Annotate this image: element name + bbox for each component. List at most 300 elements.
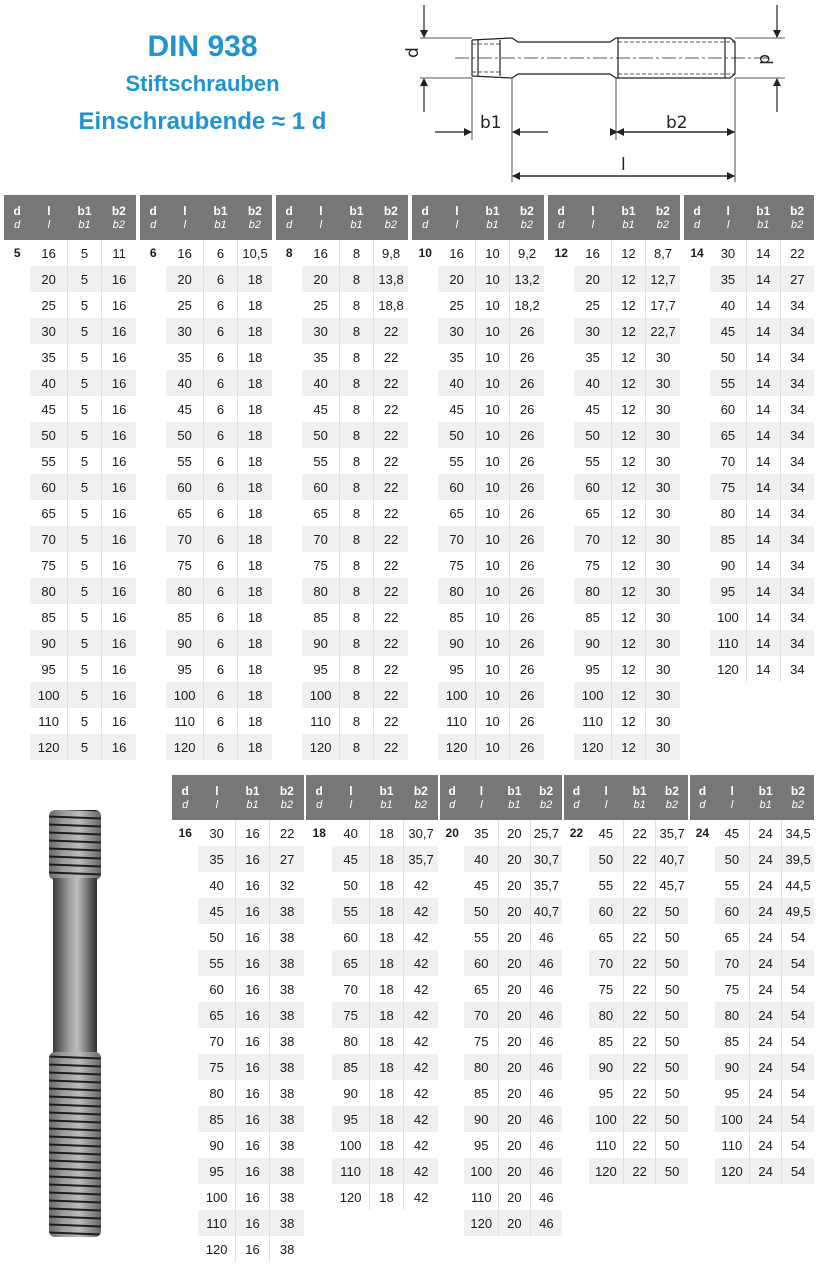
length-cell: 80 [574,578,611,604]
table-row [4,240,136,266]
length-cell: 35 [574,344,611,370]
table-row [684,266,814,292]
b1-cell: 22 [624,1002,656,1028]
b2-cell: 54 [782,1106,814,1132]
length-cell: 65 [589,924,624,950]
b2-cell: 16 [102,318,136,344]
table-row [276,240,408,266]
column-header-label: l [455,203,459,218]
b2-cell: 18 [238,630,272,656]
b2-cell: 18 [238,474,272,500]
b2-cell: 22 [383,401,399,417]
b2-cell: 46 [530,1106,562,1132]
b1-cell: 6 [203,682,237,708]
diameter-cell [172,1210,198,1236]
diameter-cell [412,734,438,760]
diameter-cell [440,898,464,924]
length-cell: 100 [302,682,339,708]
b2-cell: 22 [790,245,805,261]
b1-cell: 5 [67,682,101,708]
b1-cell: 10 [475,396,509,422]
b1-cell: 22 [624,924,656,950]
b1-cell: 12 [611,422,645,448]
column-header-b1 [624,775,656,820]
column-header-l [464,775,498,820]
diameter-cell [306,1132,332,1158]
length-cell: 35 [464,820,498,846]
b2-cell: 30 [646,734,680,760]
table-row [412,682,544,708]
length-cell: 120 [198,1236,235,1262]
diameter-cell [306,1080,332,1106]
diameter-cell [684,396,710,422]
length-cell: 55 [438,448,475,474]
length-cell: 60 [302,474,339,500]
diameter-cell [306,1184,332,1210]
b1-cell: 5 [67,474,101,500]
column-header-label: b2 [279,783,294,798]
diameter-cell [140,344,166,370]
b1-cell: 6 [203,422,237,448]
b2-cell: 45,7 [659,877,685,893]
length-cell: 70 [198,1028,235,1054]
b2-cell: 34 [790,609,805,625]
spec-table-d8 [276,195,408,760]
column-header-label: d [448,783,456,798]
b2-cell: 38 [270,1054,304,1080]
b2-cell: 26 [519,661,535,677]
length-cell: 30 [166,318,203,344]
column-header-label: b1 [379,783,394,798]
b1-cell: 12 [611,318,645,344]
table-row [440,924,562,950]
table-row [690,976,814,1002]
b2-cell: 18 [238,526,272,552]
b1-cell: 8 [339,578,373,604]
diameter-cell [4,422,30,448]
length-cell: 60 [166,474,203,500]
column-header-symbol: b1 [622,218,635,231]
diameter-cell [276,292,302,318]
b1-cell: 24 [750,872,782,898]
b2-cell: 34 [790,297,805,313]
b1-cell: 20 [499,1106,531,1132]
table-row [172,846,304,872]
length-cell: 50 [438,422,475,448]
diameter-cell: 18 [312,826,326,840]
length-cell: 70 [332,976,369,1002]
table-row [412,318,544,344]
diameter-cell [548,656,574,682]
b2-cell: 22 [383,505,399,521]
spec-table-d16 [172,775,304,1262]
b2-cell: 54 [790,981,806,997]
b1-cell: 8 [339,630,373,656]
column-header-label: d [698,783,707,798]
length-cell: 95 [589,1080,624,1106]
diameter-cell [440,924,464,950]
table-row [276,682,408,708]
b2-cell: 32 [279,877,295,893]
column-header-l [30,195,67,240]
diameter-cell [276,656,302,682]
table-row [4,682,136,708]
diameter-cell [140,448,166,474]
b1-cell: 16 [235,1054,269,1080]
length-cell: 45 [198,898,235,924]
table-row [684,552,814,578]
b2-cell: 42 [404,898,438,924]
table-row [564,1028,688,1054]
b1-cell: 10 [475,500,509,526]
b1-cell: 8 [339,344,373,370]
b2-cell: 38 [279,929,295,945]
table-row [306,898,438,924]
b1-cell: 24 [750,924,782,950]
length-cell: 70 [715,950,750,976]
column-header-label: b2 [247,203,262,218]
diameter-cell [140,578,166,604]
table-row [4,318,136,344]
b2-cell: 30 [646,526,680,552]
table-row [412,500,544,526]
table-row [412,370,544,396]
b1-cell: 18 [369,976,403,1002]
diameter-cell: 24 [695,826,710,840]
b2-cell: 38 [279,1137,295,1153]
b1-cell: 10 [475,630,509,656]
length-cell: 60 [332,924,369,950]
column-header-symbol: b2 [384,218,397,231]
diameter-cell [690,1002,715,1028]
length-cell: 80 [332,1028,369,1054]
b2-cell: 34 [790,453,805,469]
b2-cell: 26 [519,401,535,417]
spec-table-d14 [684,195,814,682]
b2-cell: 9,2 [518,245,537,261]
diameter-cell [690,1028,715,1054]
b1-cell: 5 [67,422,101,448]
diameter-cell [172,1028,198,1054]
column-header-b1 [746,195,780,240]
b2-cell: 26 [510,630,544,656]
b2-cell: 16 [111,661,127,677]
diameter-cell [690,1158,715,1184]
length-cell: 90 [710,552,746,578]
b1-cell: 14 [746,656,780,682]
diameter-cell [440,1080,464,1106]
table-row [684,370,814,396]
length-cell: 16 [438,240,475,266]
diameter-cell [4,292,30,318]
table-row [564,846,688,872]
diameter-cell [684,318,710,344]
diameter-cell [440,1002,464,1028]
b1-cell: 20 [499,950,531,976]
table-row [548,292,680,318]
diameter-cell [564,1080,589,1106]
b2-cell: 30 [655,401,671,417]
diameter-cell [172,924,198,950]
b1-cell: 14 [746,370,780,396]
b2-cell: 30 [655,609,671,625]
b2-cell: 54 [790,1033,806,1049]
b2-cell: 10,5 [242,245,268,261]
diameter-cell [548,604,574,630]
length-cell: 100 [332,1132,369,1158]
length-cell: 45 [464,872,498,898]
column-header-d [440,775,464,820]
table-row [412,448,544,474]
b2-cell: 34 [780,318,814,344]
b2-cell: 42 [404,1002,438,1028]
column-header-symbol: l [455,218,459,231]
b2-cell: 34 [790,505,805,521]
length-cell: 110 [589,1132,624,1158]
b2-cell: 18 [247,349,263,365]
length-cell: 65 [715,924,750,950]
b1-cell: 22 [624,1028,656,1054]
b2-cell: 16 [111,349,127,365]
length-cell: 55 [166,448,203,474]
table-row [690,1106,814,1132]
table-row [276,578,408,604]
table-row [306,872,438,898]
diameter-cell [306,872,332,898]
b1-cell: 6 [203,734,237,760]
b1-cell: 16 [235,1080,269,1106]
diameter-cell [140,292,166,318]
table-row [276,656,408,682]
drawing-label-l: l [621,155,626,175]
b1-cell: 24 [750,846,782,872]
table-row [140,734,272,760]
column-header-symbol: b1 [486,218,499,231]
column-header-symbol: b1 [78,218,91,231]
b2-cell: 16 [102,734,136,760]
b1-cell: 18 [369,1002,403,1028]
diameter-cell [564,872,589,898]
b1-cell: 5 [67,552,101,578]
diameter-cell [306,1106,332,1132]
diameter-cell [564,898,589,924]
b2-cell: 42 [413,1085,429,1101]
diameter-cell [548,292,574,318]
b2-cell: 30 [646,578,680,604]
diameter-cell [684,292,710,318]
table-row [564,950,688,976]
b2-cell: 22 [383,453,399,469]
diameter-cell [684,448,710,474]
length-cell: 120 [438,734,475,760]
column-header-label: l [479,783,484,798]
stud-bolt-photo [35,790,115,1250]
b1-cell: 22 [624,1054,656,1080]
diameter-cell [4,682,30,708]
b1-cell: 8 [339,682,373,708]
column-header-b2 [270,775,304,820]
b1-cell: 5 [67,240,101,266]
table-row [548,552,680,578]
b1-cell: 8 [339,422,373,448]
diameter-cell [690,1132,715,1158]
length-cell: 100 [30,682,67,708]
b1-cell: 20 [499,924,531,950]
table-row [412,708,544,734]
table-row [412,734,544,760]
b1-cell: 12 [611,630,645,656]
diameter-cell [4,656,30,682]
b1-cell: 20 [499,1028,531,1054]
technical-drawing [400,0,818,190]
column-header-label: l [183,203,187,218]
length-cell: 85 [166,604,203,630]
b2-cell: 26 [510,734,544,760]
column-header-label: b2 [655,203,670,218]
b1-cell: 22 [624,898,656,924]
column-header-d [172,775,198,820]
b1-cell: 20 [499,976,531,1002]
b2-cell: 26 [519,349,535,365]
b1-cell: 14 [746,396,780,422]
diameter-cell [548,500,574,526]
length-cell: 45 [332,846,369,872]
b1-cell: 6 [203,240,237,266]
table-row [548,344,680,370]
length-cell: 50 [574,422,611,448]
table-row [564,924,688,950]
column-header-label: l [349,783,353,798]
diameter-cell [4,474,30,500]
table-row [140,292,272,318]
column-header-label: d [181,783,189,798]
table-row [140,708,272,734]
table-row [564,1132,688,1158]
page-subtitle-2: Einschraubende ≈ 1 d [78,108,327,135]
length-cell: 65 [438,500,475,526]
column-header-b1 [369,775,403,820]
b2-cell: 22 [383,661,399,677]
length-cell: 35 [302,344,339,370]
column-header-b1 [67,195,101,240]
diameter-cell [140,708,166,734]
b2-cell: 18 [247,557,263,573]
diameter-cell [412,318,438,344]
column-header-b1 [339,195,373,240]
diameter-cell [4,604,30,630]
b1-cell: 10 [475,422,509,448]
length-cell: 110 [438,708,475,734]
length-cell: 75 [302,552,339,578]
length-cell: 120 [332,1184,369,1210]
b1-cell: 6 [203,370,237,396]
b2-cell: 18 [247,609,263,625]
table-row [306,1002,438,1028]
b2-cell: 18 [238,266,272,292]
diameter-cell [172,1002,198,1028]
b1-cell: 12 [611,734,645,760]
b2-cell: 18 [247,401,263,417]
b2-cell: 38 [270,1002,304,1028]
column-header-symbol: b1 [246,798,259,811]
b1-cell: 8 [339,266,373,292]
b1-cell: 22 [624,872,656,898]
length-cell: 120 [589,1158,624,1184]
table-row [4,396,136,422]
b1-cell: 8 [339,552,373,578]
diameter-cell [140,422,166,448]
b2-cell: 34 [790,401,805,417]
length-cell: 100 [589,1106,624,1132]
diameter-cell [140,318,166,344]
column-header-label: l [319,203,323,218]
table-row [172,1002,304,1028]
b2-cell: 34 [780,370,814,396]
length-cell: 55 [464,924,498,950]
diameter-cell [684,578,710,604]
diameter-cell [4,630,30,656]
b1-cell: 14 [746,266,780,292]
length-cell: 25 [438,292,475,318]
length-cell: 120 [715,1158,750,1184]
b1-cell: 18 [369,950,403,976]
length-cell: 40 [166,370,203,396]
table-row [440,846,562,872]
column-header-b2 [238,195,272,240]
diameter-cell [306,846,332,872]
b1-cell: 24 [750,898,782,924]
length-cell: 80 [715,1002,750,1028]
table-row [276,292,408,318]
b2-cell: 42 [404,1158,438,1184]
table-row [440,820,562,846]
length-cell: 50 [464,898,498,924]
table-row [140,682,272,708]
b2-cell: 30,7 [408,825,434,841]
b1-cell: 6 [203,266,237,292]
table-row [684,500,814,526]
length-cell: 80 [198,1080,235,1106]
diameter-cell [440,1054,464,1080]
column-header-b2 [656,775,688,820]
diameter-cell [564,1028,589,1054]
b1-cell: 12 [611,578,645,604]
title-block [0,28,405,142]
length-cell: 100 [198,1184,235,1210]
column-header-symbol: b2 [656,218,669,231]
table-row [684,422,814,448]
b2-cell: 18 [238,422,272,448]
b2-cell: 38 [270,1158,304,1184]
table-row [140,422,272,448]
length-cell: 55 [302,448,339,474]
b2-cell: 46 [530,1054,562,1080]
column-header-symbol: b2 [540,798,553,811]
diameter-cell [412,448,438,474]
diameter-cell [4,448,30,474]
diameter-cell: 14 [690,246,704,260]
length-cell: 75 [166,552,203,578]
b2-cell: 49,5 [782,898,814,924]
length-cell: 95 [710,578,746,604]
b2-cell: 16 [111,713,127,729]
diameter-cell [172,1184,198,1210]
b1-cell: 16 [235,846,269,872]
length-cell: 45 [30,396,67,422]
diameter-cell [172,872,198,898]
diameter-cell [140,656,166,682]
length-cell: 55 [332,898,369,924]
